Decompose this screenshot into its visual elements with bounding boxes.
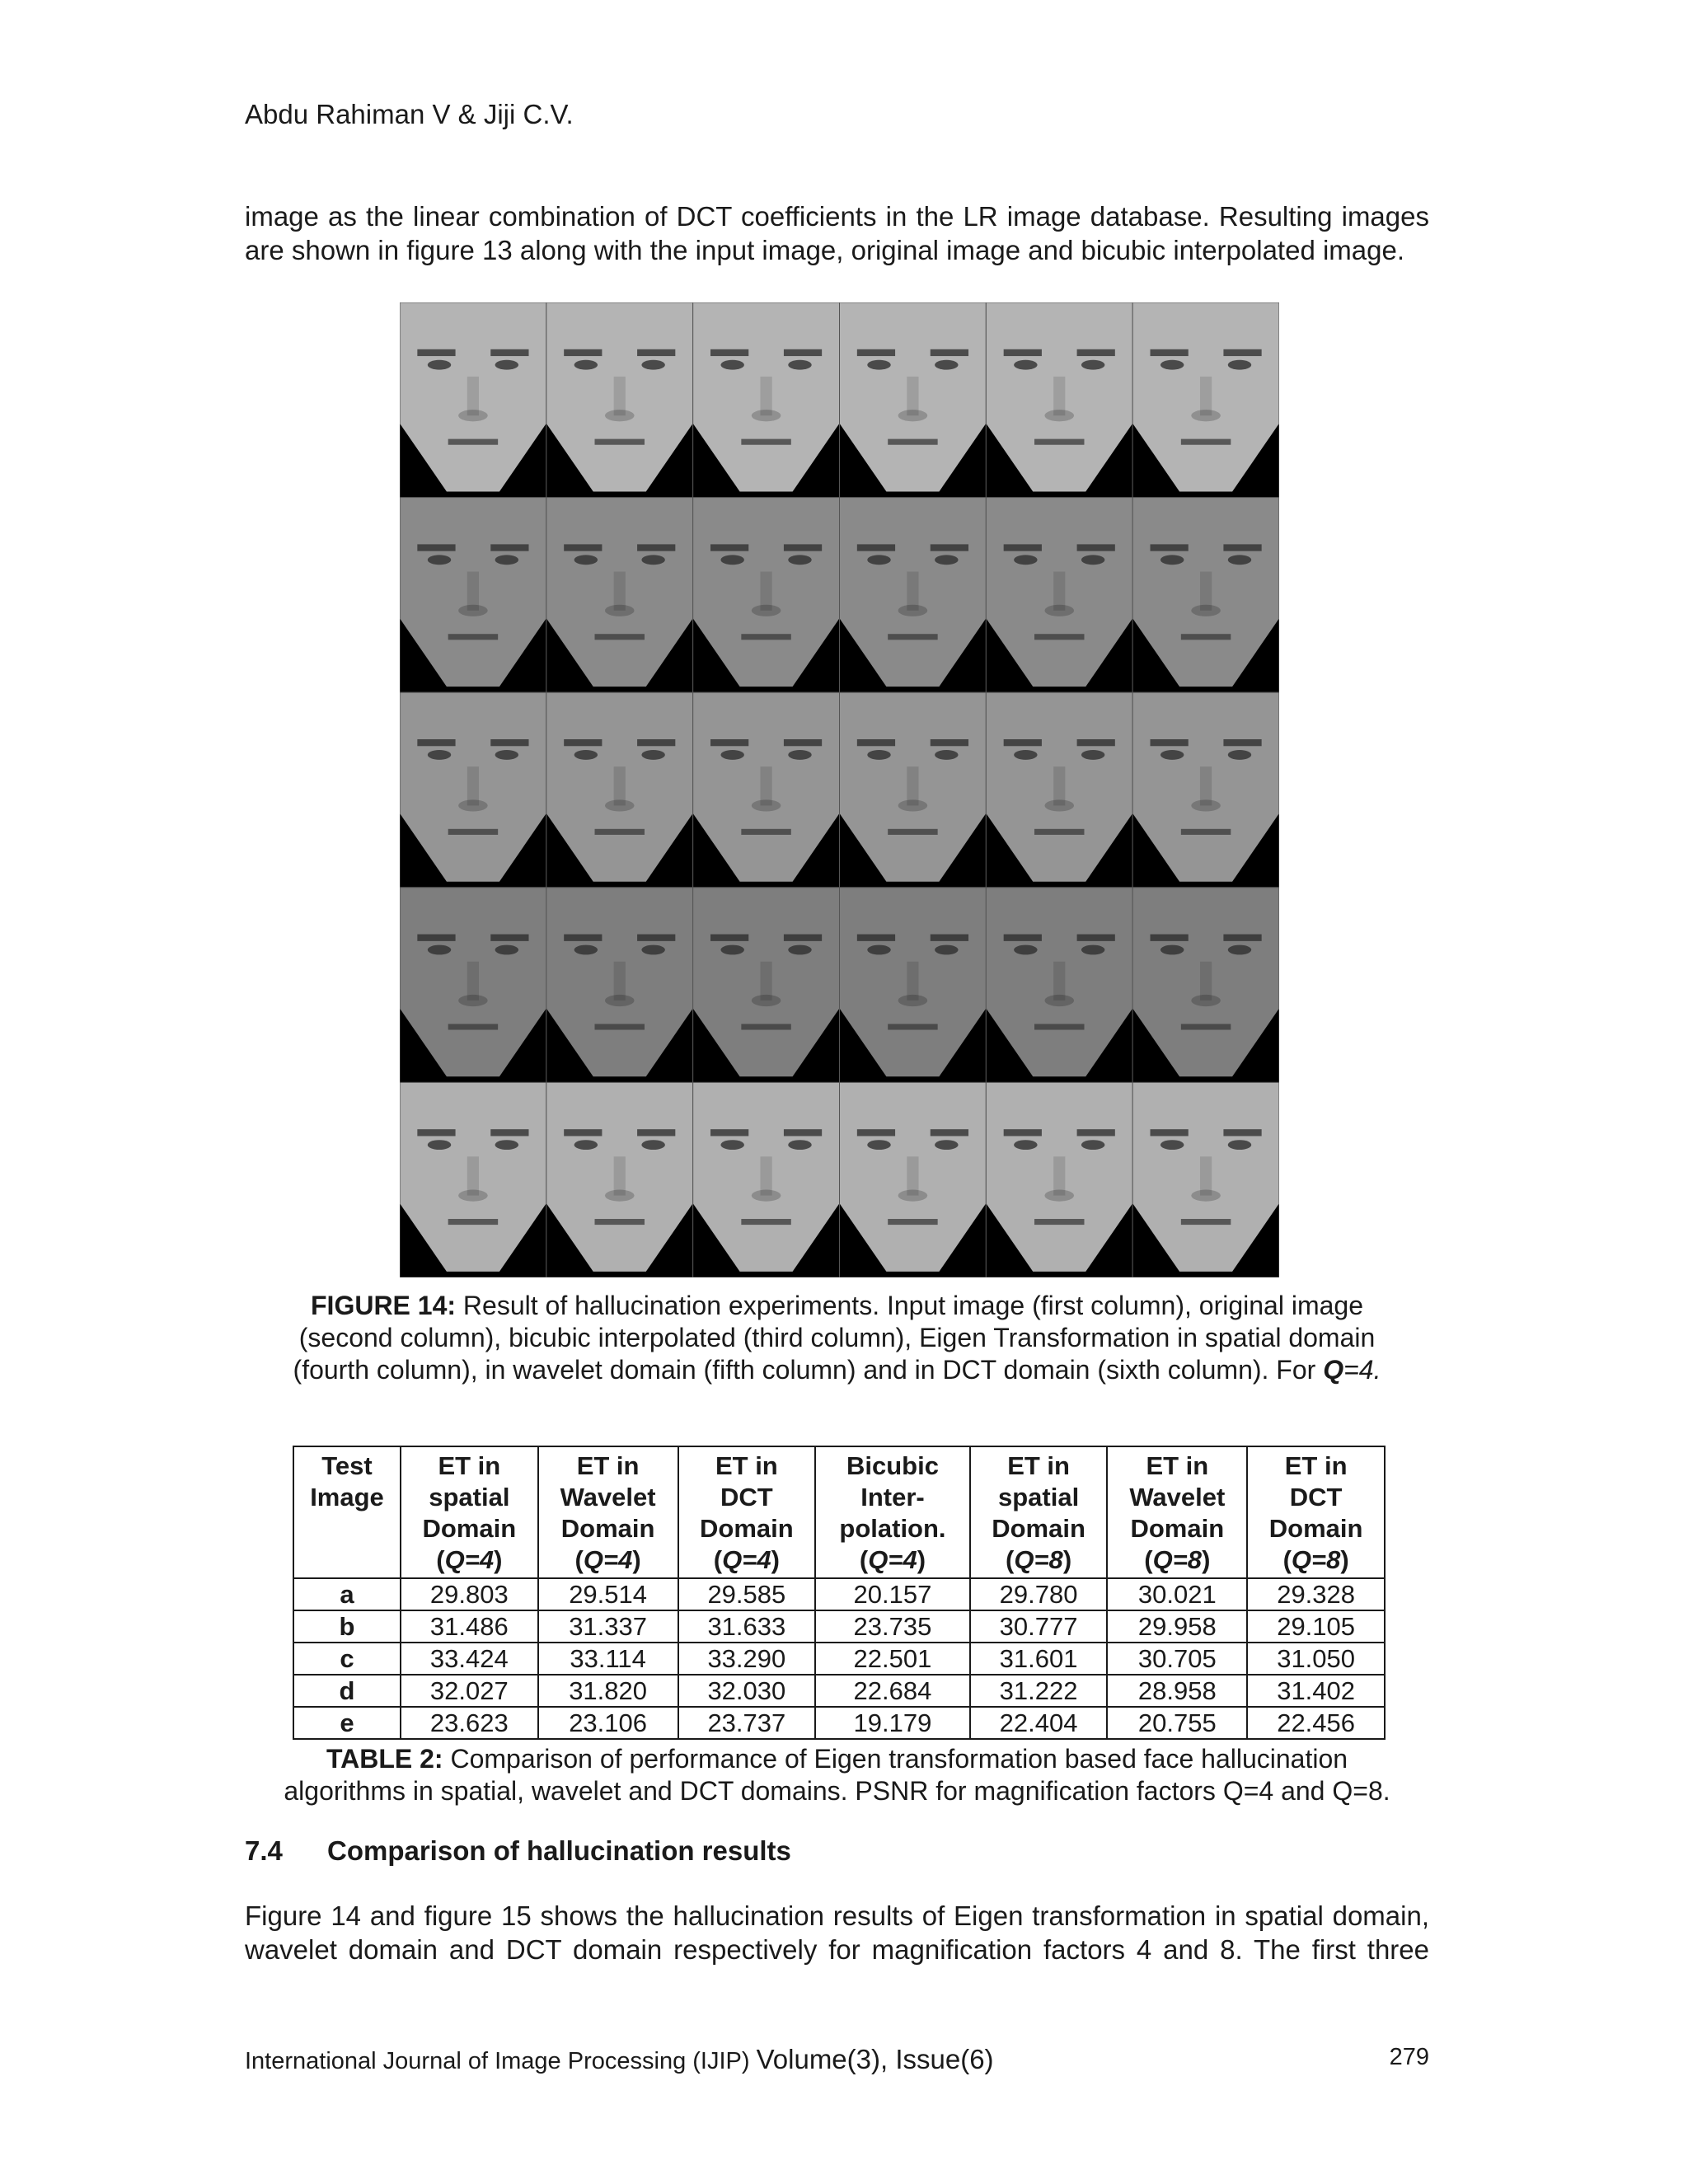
table-cell: 29.803 xyxy=(401,1578,538,1610)
header-test-image: Test Image xyxy=(293,1446,401,1578)
closing-line-1: Figure 14 and figure 15 shows the hallucination results of Eigen transformation in spatial domain, xyxy=(245,1900,1429,1931)
face-tile xyxy=(546,692,693,888)
intro-line-1: image as the linear combination of DCT coefficients in the LR image database. Resulting images xyxy=(245,201,1429,232)
face-tile xyxy=(693,498,840,693)
table-row xyxy=(293,1610,1385,1643)
header-et-spatial-q4: ET in spatial Domain (Q=4) xyxy=(401,1446,538,1578)
table-cell: 23.735 xyxy=(815,1610,970,1643)
table-cell: 23.106 xyxy=(538,1707,678,1739)
table-cell: 29.585 xyxy=(678,1578,816,1610)
face-tile xyxy=(400,692,546,888)
face-tile xyxy=(546,302,693,498)
face-tile xyxy=(840,1082,987,1277)
header-et-wavelet-q8: ET in Wavelet Domain (Q=8) xyxy=(1107,1446,1247,1578)
face-tile xyxy=(1132,498,1279,693)
face-tile xyxy=(986,302,1132,498)
table-cell: 29.328 xyxy=(1247,1578,1385,1610)
table-caption-line-2: algorithms in spatial, wavelet and DCT domains. PSNR for magnification factors Q=4 and Q=8. xyxy=(284,1776,1390,1806)
face-tile xyxy=(400,302,546,498)
footer-volume: Volume(3), Issue(6) xyxy=(756,2044,994,2074)
closing-paragraph xyxy=(245,1899,1429,1966)
figure-caption-q: Q xyxy=(1323,1355,1344,1385)
figure-caption-q-value: =4. xyxy=(1343,1355,1381,1385)
table-cell: 30.705 xyxy=(1107,1643,1247,1675)
table-cell: 31.633 xyxy=(678,1610,816,1643)
face-tile xyxy=(1132,888,1279,1083)
table-cell: 29.958 xyxy=(1107,1610,1247,1643)
table-cell: 31.820 xyxy=(538,1675,678,1707)
header-et-wavelet-q4: ET in Wavelet Domain (Q=4) xyxy=(538,1446,678,1578)
table-cell: 22.456 xyxy=(1247,1707,1385,1739)
section-title: Comparison of hallucination results xyxy=(327,1835,791,1866)
face-tile xyxy=(840,692,987,888)
table-cell: 33.114 xyxy=(538,1643,678,1675)
face-hallucination-figure xyxy=(400,302,1279,1277)
table-cell: 22.404 xyxy=(970,1707,1108,1739)
figure-caption xyxy=(245,1290,1429,1386)
row-label: d xyxy=(293,1675,401,1707)
row-label: c xyxy=(293,1643,401,1675)
table-cell: 20.157 xyxy=(815,1578,970,1610)
table-header-row xyxy=(293,1446,1385,1578)
row-label: b xyxy=(293,1610,401,1643)
table-cell: 31.486 xyxy=(401,1610,538,1643)
table-caption-line-1: Comparison of performance of Eigen transformation based face hallucination xyxy=(443,1744,1348,1774)
face-tile xyxy=(693,692,840,888)
figure-caption-line-3: (fourth column), in wavelet domain (fifth column) and in DCT domain (sixth column). For xyxy=(293,1355,1324,1385)
footer-journal: International Journal of Image Processing (IJIP) xyxy=(245,2048,757,2074)
table-row xyxy=(293,1578,1385,1610)
table-cell: 23.623 xyxy=(401,1707,538,1739)
table-cell: 31.222 xyxy=(970,1675,1108,1707)
face-tile xyxy=(840,302,987,498)
figure-caption-line-2: (second column), bicubic interpolated (third column), Eigen Transformation in spatial domain xyxy=(298,1323,1376,1352)
face-tile xyxy=(546,1082,693,1277)
table-cell: 33.290 xyxy=(678,1643,816,1675)
face-tile xyxy=(693,888,840,1083)
face-image-grid xyxy=(400,302,1279,1277)
table-cell: 22.501 xyxy=(815,1643,970,1675)
table-cell: 30.777 xyxy=(970,1610,1108,1643)
table-cell: 28.958 xyxy=(1107,1675,1247,1707)
header-et-dct-q4: ET in DCT Domain (Q=4) xyxy=(678,1446,816,1578)
figure-caption-line-1: Result of hallucination experiments. Input image (first column), original image xyxy=(456,1291,1363,1320)
face-tile xyxy=(400,1082,546,1277)
table-label: TABLE 2: xyxy=(326,1744,443,1774)
face-tile xyxy=(546,888,693,1083)
table-cell: 31.050 xyxy=(1247,1643,1385,1675)
face-tile xyxy=(546,498,693,693)
table-cell: 32.027 xyxy=(401,1675,538,1707)
section-number: 7.4 xyxy=(245,1835,283,1866)
table-row xyxy=(293,1675,1385,1707)
face-tile xyxy=(1132,302,1279,498)
face-tile xyxy=(840,498,987,693)
face-tile xyxy=(840,888,987,1083)
face-tile xyxy=(986,498,1132,693)
table-cell: 31.337 xyxy=(538,1610,678,1643)
table-row xyxy=(293,1707,1385,1739)
table-row xyxy=(293,1643,1385,1675)
table-cell: 29.514 xyxy=(538,1578,678,1610)
intro-line-2: are shown in figure 13 along with the input image, original image and bicubic interpolated image. xyxy=(245,235,1405,265)
table-cell: 31.402 xyxy=(1247,1675,1385,1707)
intro-paragraph xyxy=(245,199,1429,267)
psnr-results-table xyxy=(293,1446,1386,1740)
face-tile xyxy=(693,1082,840,1277)
page-footer xyxy=(245,2044,1429,2075)
face-tile xyxy=(400,498,546,693)
table-cell: 31.601 xyxy=(970,1643,1108,1675)
face-tile xyxy=(693,302,840,498)
table-cell: 23.737 xyxy=(678,1707,816,1739)
face-tile xyxy=(986,1082,1132,1277)
table-cell: 19.179 xyxy=(815,1707,970,1739)
face-tile xyxy=(400,888,546,1083)
running-header: Abdu Rahiman V & Jiji C.V. xyxy=(245,99,574,129)
face-tile xyxy=(986,888,1132,1083)
section-heading xyxy=(245,1835,791,1867)
row-label: a xyxy=(293,1578,401,1610)
table-cell: 20.755 xyxy=(1107,1707,1247,1739)
page-number: 279 xyxy=(1389,2044,1429,2070)
table-cell: 32.030 xyxy=(678,1675,816,1707)
header-et-dct-q8: ET in DCT Domain (Q=8) xyxy=(1247,1446,1385,1578)
table-cell: 30.021 xyxy=(1107,1578,1247,1610)
table-caption xyxy=(245,1743,1429,1807)
face-tile xyxy=(986,692,1132,888)
table-cell: 29.780 xyxy=(970,1578,1108,1610)
closing-line-2: wavelet domain and DCT domain respectively for magnification factors 4 and 8. The first three xyxy=(245,1934,1429,1965)
table-cell: 33.424 xyxy=(401,1643,538,1675)
header-et-spatial-q8: ET in spatial Domain (Q=8) xyxy=(970,1446,1108,1578)
table-cell: 22.684 xyxy=(815,1675,970,1707)
table-cell: 29.105 xyxy=(1247,1610,1385,1643)
row-label: e xyxy=(293,1707,401,1739)
face-tile xyxy=(1132,1082,1279,1277)
figure-label: FIGURE 14: xyxy=(311,1291,457,1320)
face-tile xyxy=(1132,692,1279,888)
header-bicubic-q4: Bicubic Inter- polation. (Q=4) xyxy=(815,1446,970,1578)
